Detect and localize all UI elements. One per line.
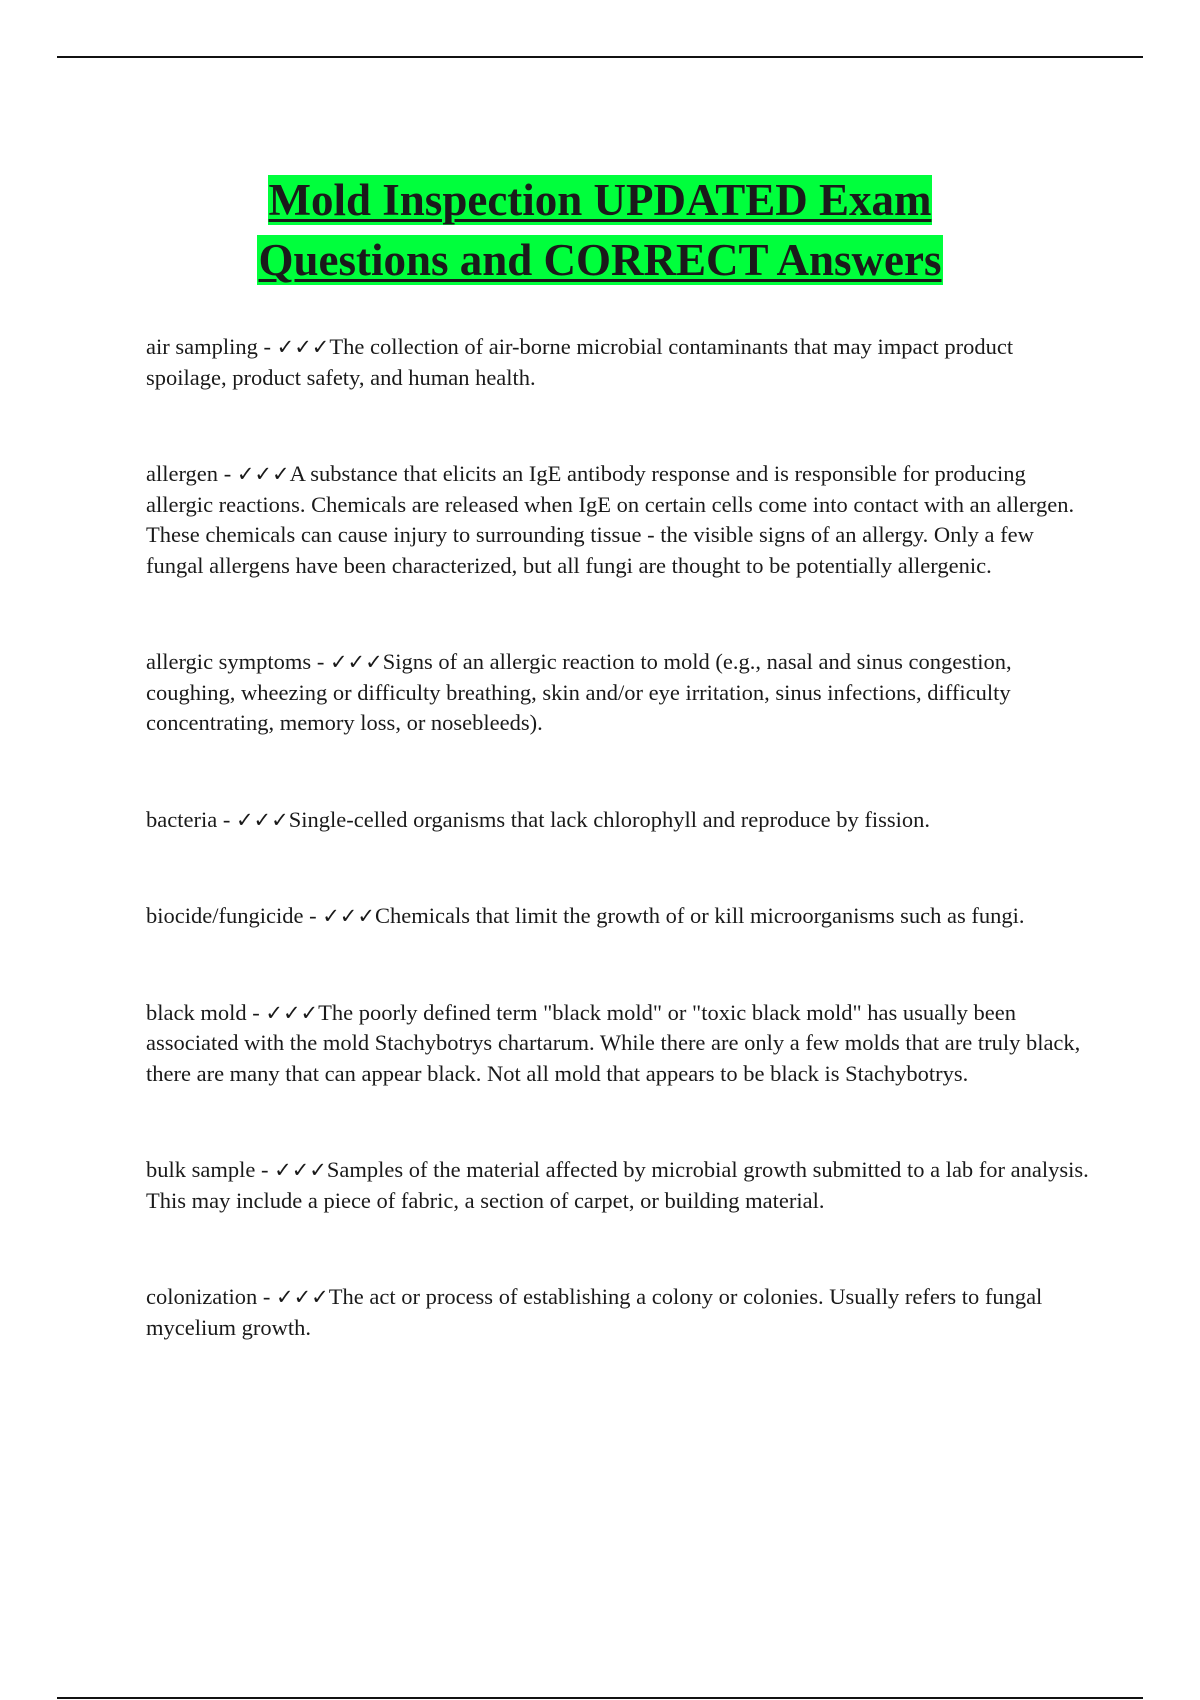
glossary-entry <box>146 901 1096 932</box>
entry-term: allergic symptoms <box>146 649 312 674</box>
entry-definition: Chemicals that limit the growth of or kill microorganisms such as fungi. <box>375 903 1025 928</box>
check-marks-icon: ✓✓✓ <box>274 1158 327 1182</box>
entry-definition: A substance that elicits an IgE antibody response and is responsible for producing allergic reactions. Chemicals are released when IgE on certain cells come into contact with an allergen. These chemicals can cause injury to surrounding tissue - the visible signs of an allergy. Only a few fungal allergens have been characterized, but all fungi are thought to be potentially allergenic. <box>146 461 1075 578</box>
glossary-list <box>146 332 1096 1409</box>
top-rule <box>57 56 1143 58</box>
entry-separator: - <box>257 1284 276 1309</box>
title-line-2 <box>0 230 1200 290</box>
entry-definition: The poorly defined term "black mold" or "toxic black mold" has usually been associated with the mold Stachybotrys chartarum. While there are only a few molds that are truly black, there are many that can appear black. Not all mold that appears to be black is Stachybotrys. <box>146 999 1081 1086</box>
check-marks-icon: ✓✓✓ <box>275 1285 329 1309</box>
entry-term: air sampling <box>146 334 258 359</box>
entry-separator: - <box>303 903 323 928</box>
glossary-entry <box>146 1155 1096 1216</box>
entry-term: allergen <box>146 461 219 486</box>
check-marks-icon: ✓✓✓ <box>329 650 383 674</box>
glossary-entry <box>146 998 1096 1090</box>
check-marks-icon: ✓✓✓ <box>236 462 290 486</box>
entry-term: biocide/fungicide <box>146 903 304 928</box>
entry-definition: Signs of an allergic reaction to mold (e.g., nasal and sinus congestion, coughing, wheezing or difficulty breathing, skin and/or eye irritation, sinus infections, difficulty concentrating, memory loss, or nosebleeds). <box>146 649 1012 735</box>
entry-definition: The act or process of establishing a colony or colonies. Usually refers to fungal mycelium growth. <box>146 1284 1043 1340</box>
entry-separator: - <box>217 806 236 832</box>
entry-term: bulk sample <box>146 1157 256 1182</box>
check-marks-icon: ✓✓✓ <box>265 1000 319 1025</box>
entry-separator: - <box>255 1157 275 1182</box>
check-marks-icon: ✓✓✓ <box>276 335 330 359</box>
title-highlight-1: Mold Inspection UPDATED Exam <box>268 175 932 226</box>
entry-term: colonization <box>146 1284 258 1309</box>
entry-separator: - <box>257 334 277 359</box>
glossary-entry <box>146 459 1096 581</box>
entry-definition: The collection of air-borne microbial contaminants that may impact product spoilage, product safety, and human health. <box>146 334 1014 390</box>
title-line-1 <box>0 170 1200 230</box>
bottom-rule <box>57 1697 1143 1699</box>
glossary-entry <box>146 1282 1096 1343</box>
entry-separator: - <box>246 999 266 1025</box>
entry-separator: - <box>218 461 237 486</box>
check-marks-icon: ✓✓✓ <box>235 807 289 832</box>
title-highlight-2: Questions and CORRECT Answers <box>258 235 942 286</box>
entry-definition: Samples of the material affected by microbial growth submitted to a lab for analysis. This may include a piece of fabric, a section of carpet, or building material. <box>146 1157 1089 1213</box>
entry-definition: Single-celled organisms that lack chlorophyll and reproduce by fission. <box>288 806 931 832</box>
document-title <box>0 170 1200 290</box>
check-marks-icon: ✓✓✓ <box>322 904 375 928</box>
glossary-entry <box>146 647 1096 739</box>
entry-term: black mold <box>146 999 247 1025</box>
entry-term: bacteria <box>146 806 218 832</box>
entry-separator: - <box>311 649 330 674</box>
glossary-entry <box>146 332 1096 393</box>
glossary-entry <box>146 805 1096 836</box>
